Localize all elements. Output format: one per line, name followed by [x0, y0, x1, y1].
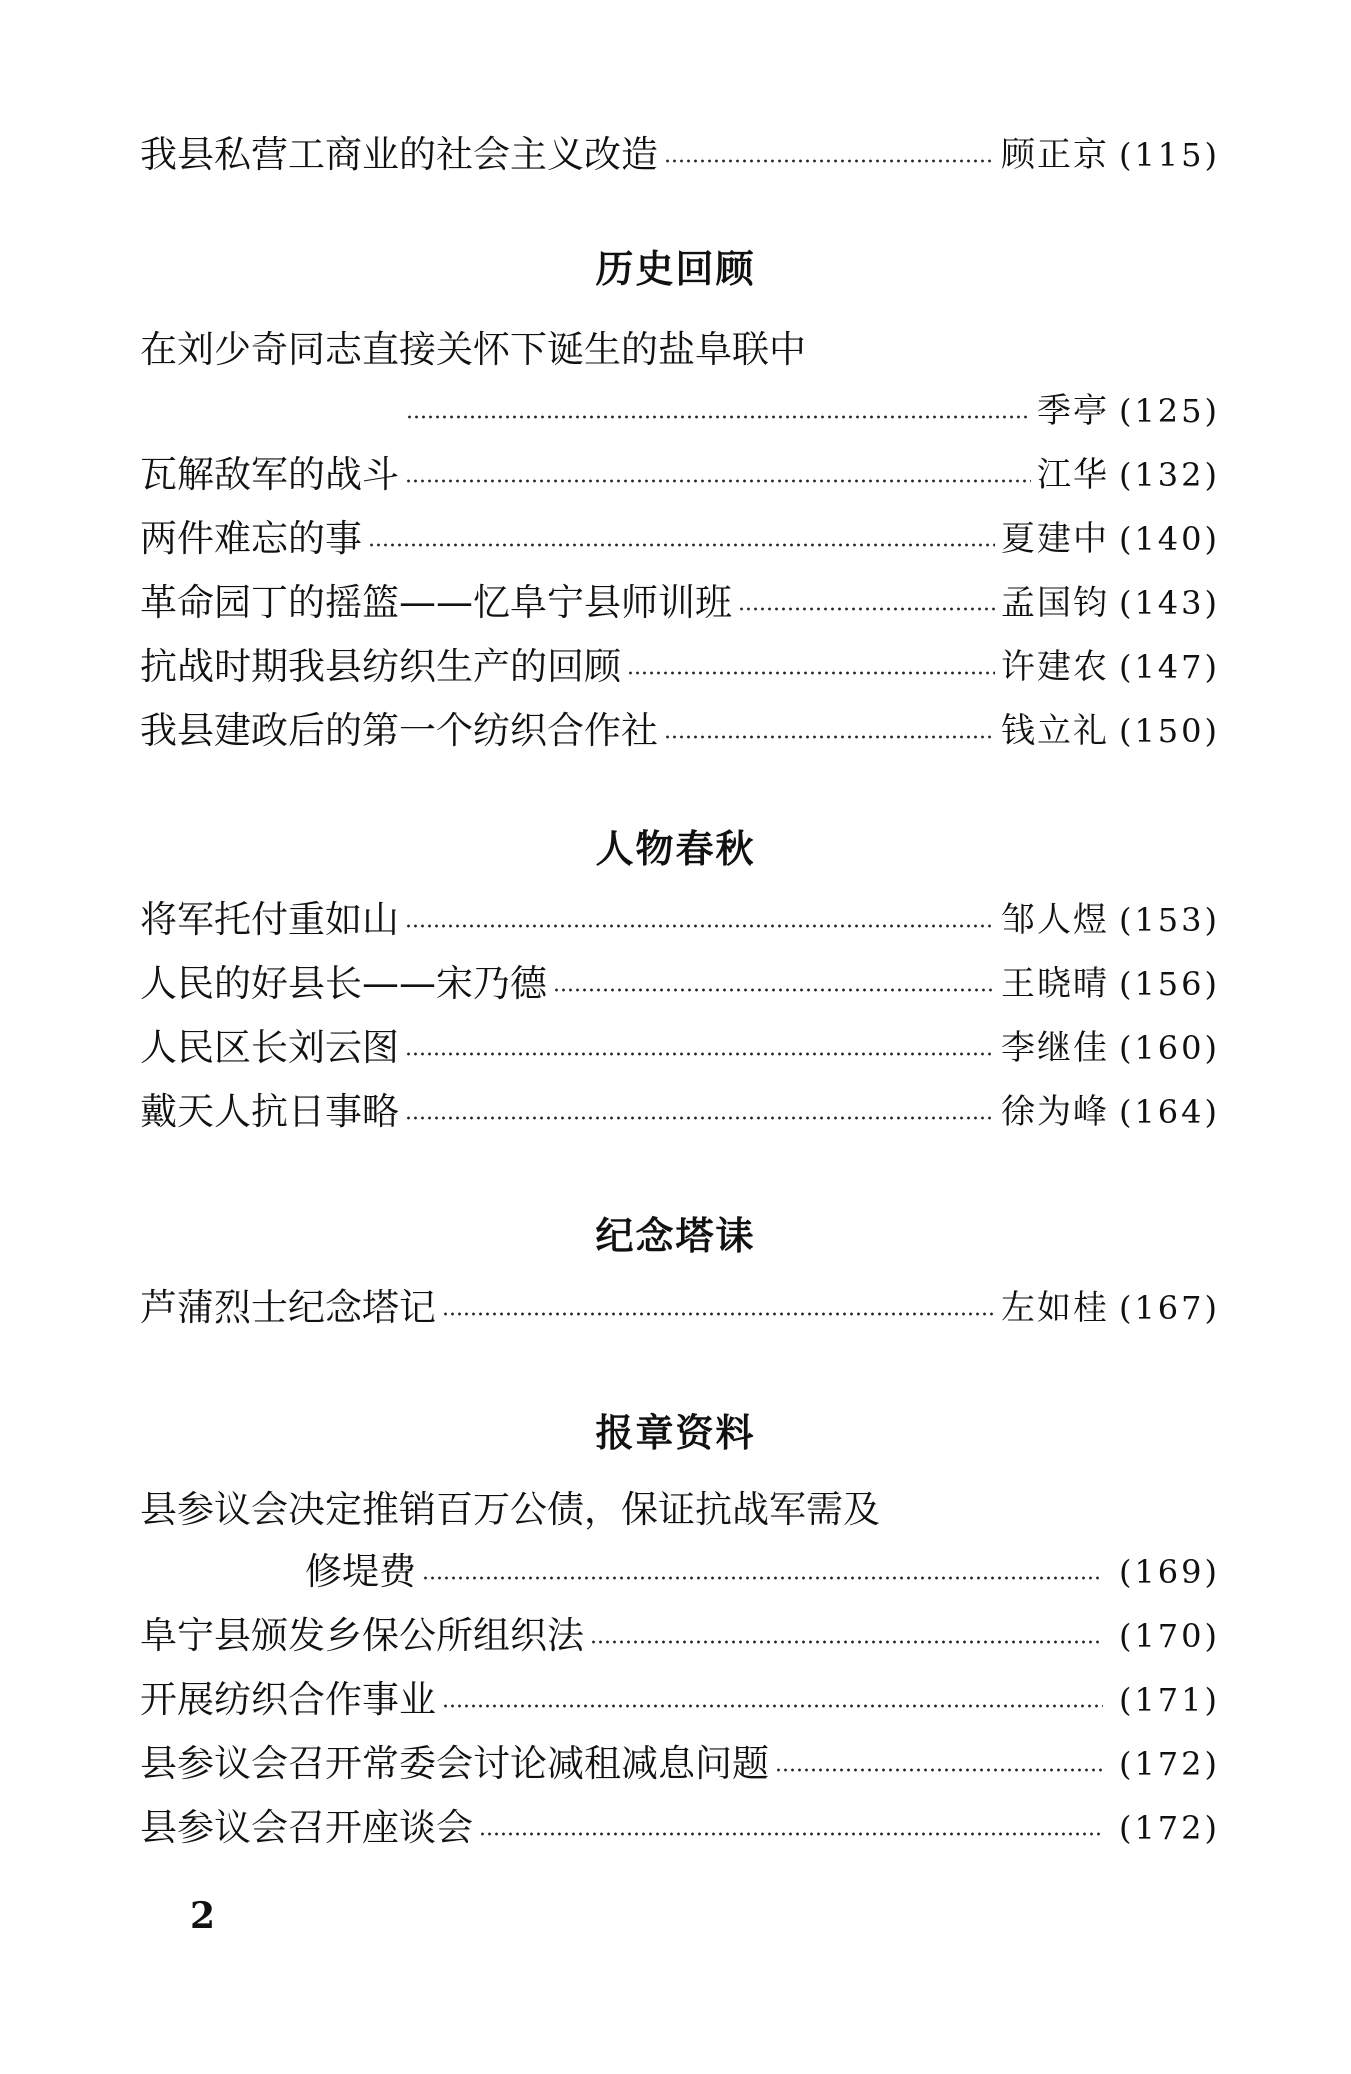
- toc-entry: [140, 1611, 1220, 1661]
- dot-leader: [664, 735, 995, 739]
- entry-title: 在刘少奇同志直接关怀下诞生的盐阜联中: [140, 328, 806, 371]
- entry-page: (171): [1118, 1681, 1220, 1719]
- entry-page: (172): [1118, 1809, 1220, 1847]
- toc-entry: [140, 1739, 1220, 1789]
- section-heading-people: 人物春秋: [595, 827, 756, 871]
- entry-title: 芦蒲烈士纪念塔记: [140, 1286, 436, 1329]
- dot-leader: [553, 988, 995, 992]
- entry-title: 两件难忘的事: [140, 517, 362, 560]
- toc-entry: [140, 1283, 1220, 1333]
- entry-page: (164): [1118, 1093, 1220, 1131]
- entry-author: 邹人煜: [1000, 900, 1109, 940]
- dot-leader: [738, 607, 995, 611]
- entry-title: 县参议会决定推销百万公债，保证抗战军需及: [140, 1488, 880, 1531]
- dot-leader: [775, 1768, 1103, 1772]
- dot-leader: [405, 924, 995, 928]
- dot-leader: [664, 159, 995, 163]
- dot-leader: [422, 1576, 1103, 1580]
- entry-title: 抗战时期我县纺织生产的回顾: [140, 645, 621, 688]
- entry-author: 钱立礼: [1000, 711, 1109, 751]
- entry-title: 阜宁县颁发乡保公所组织法: [140, 1614, 584, 1657]
- entry-page: (169): [1118, 1553, 1220, 1591]
- entry-title: 我县建政后的第一个纺织合作社: [140, 709, 658, 752]
- entry-page: (172): [1118, 1745, 1220, 1783]
- entry-page: (125): [1118, 392, 1220, 430]
- entry-page: (160): [1118, 1029, 1220, 1067]
- toc-entry-long-continuation: [305, 1547, 1220, 1597]
- dot-leader: [590, 1640, 1103, 1644]
- dot-leader: [627, 671, 995, 675]
- entry-page: (143): [1118, 584, 1220, 622]
- toc-entry: [140, 1675, 1220, 1725]
- entry-author: 江华: [1036, 455, 1109, 495]
- entry-title: 人民的好县长——宋乃德: [140, 962, 547, 1005]
- entry-page: (156): [1118, 965, 1220, 1003]
- toc-entry: [140, 959, 1220, 1009]
- toc-entry: [140, 578, 1220, 628]
- toc-entry: [140, 1803, 1220, 1853]
- entry-page: (140): [1118, 520, 1220, 558]
- entry-page: (153): [1118, 901, 1220, 939]
- entry-title: 县参议会召开座谈会: [140, 1806, 473, 1849]
- entry-page: (150): [1118, 712, 1220, 750]
- toc-entry-long-title: [140, 1485, 1220, 1535]
- toc-entry: [140, 450, 1220, 500]
- entry-title: 将军托付重如山: [140, 898, 399, 941]
- entry-page: (147): [1118, 648, 1220, 686]
- dot-leader: [442, 1704, 1103, 1708]
- entry-page: (115): [1118, 136, 1220, 174]
- section-heading-history: 历史回顾: [595, 247, 756, 291]
- dot-leader: [368, 543, 995, 547]
- toc-entry: [140, 706, 1220, 756]
- entry-author: 左如桂: [1000, 1288, 1109, 1328]
- entry-page: (170): [1118, 1617, 1220, 1655]
- dot-leader: [405, 1052, 995, 1056]
- section-heading-newspaper: 报章资料: [595, 1411, 756, 1455]
- entry-author: 夏建中: [1000, 519, 1109, 559]
- entry-title: 县参议会召开常委会讨论减租减息问题: [140, 1742, 769, 1785]
- entry-page: (132): [1118, 456, 1220, 494]
- entry-author: 季亭: [1036, 391, 1109, 431]
- entry-author: 李继佳: [1000, 1028, 1109, 1068]
- page-number: 2: [190, 1895, 216, 1937]
- toc-entry: [140, 514, 1220, 564]
- section-heading-memorial: 纪念塔诔: [595, 1214, 756, 1258]
- toc-entry: [140, 130, 1220, 180]
- toc-entry: [140, 1087, 1220, 1137]
- toc-entry-long-continuation: [400, 386, 1220, 436]
- dot-leader: [479, 1832, 1103, 1836]
- toc-entry-long-title: [140, 325, 1220, 375]
- toc-entry: [140, 642, 1220, 692]
- entry-title: 戴天人抗日事略: [140, 1090, 399, 1133]
- entry-author: 王晓晴: [1000, 964, 1109, 1004]
- entry-title-continuation: 修堤费: [305, 1550, 416, 1593]
- dot-leader: [405, 1116, 995, 1120]
- entry-author: 许建农: [1000, 647, 1109, 687]
- entry-title: 人民区长刘云图: [140, 1026, 399, 1069]
- dot-leader: [442, 1312, 995, 1316]
- dot-leader: [405, 479, 1031, 483]
- entry-page: (167): [1118, 1289, 1220, 1327]
- dot-leader: [406, 415, 1031, 419]
- entry-title: 革命园丁的摇篮——忆阜宁县师训班: [140, 581, 732, 624]
- entry-author: 孟国钧: [1000, 583, 1109, 623]
- entry-title: 瓦解敌军的战斗: [140, 453, 399, 496]
- toc-entry: [140, 1023, 1220, 1073]
- entry-author: 徐为峰: [1000, 1092, 1109, 1132]
- entry-title: 我县私营工商业的社会主义改造: [140, 133, 658, 176]
- entry-title: 开展纺织合作事业: [140, 1678, 436, 1721]
- toc-entry: [140, 895, 1220, 945]
- entry-author: 顾正京: [1000, 135, 1109, 175]
